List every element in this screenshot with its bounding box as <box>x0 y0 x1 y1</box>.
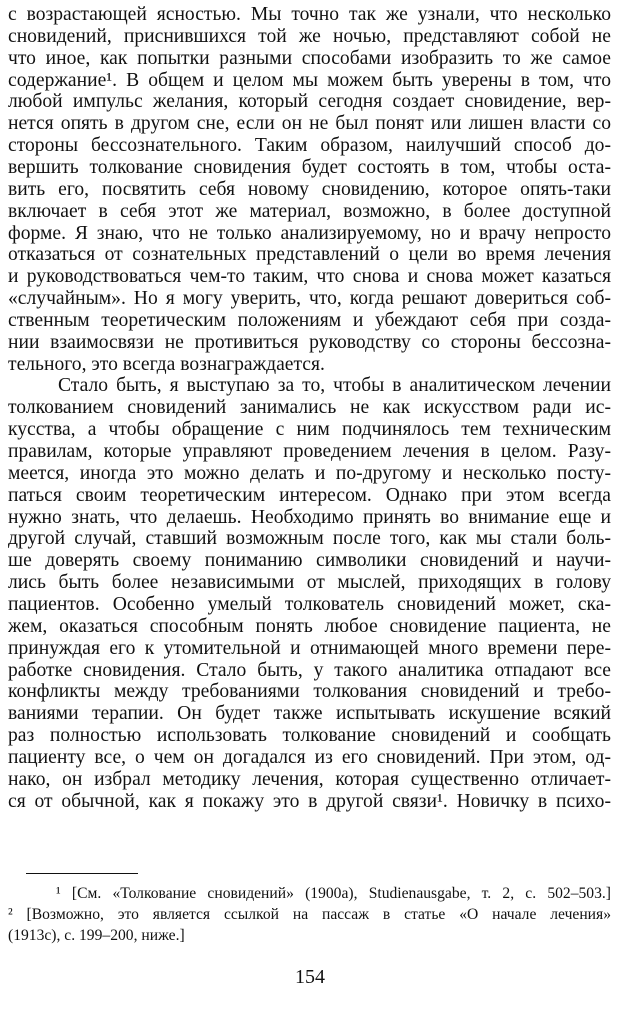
body-line: «случайным». Но я могу уверить, что, когда решают довериться соб- <box>8 288 611 310</box>
body-line: Стало быть, я выступаю за то, чтобы в аналитическом лечении <box>58 375 611 397</box>
body-line: включает в себя этот же материал, возможно, в более доступной <box>8 200 611 222</box>
body-line: нако, он избрал методику лечения, которая существенно отличает- <box>8 768 611 790</box>
body-line: кусства, а чтобы обращение с ним подчинялось тем техническим <box>8 419 611 441</box>
body-line: нужно знать, что делаешь. Необходимо принять во внимание еще и <box>8 506 611 528</box>
body-line: работке сновидения. Стало быть, у такого аналитика отпадают все <box>8 659 611 681</box>
body-line: пациенту все, о чем он догадался из его сновидений. При этом, од- <box>8 746 611 768</box>
body-line: другой случай, ставший возможным после того, как мы стали боль- <box>8 528 611 550</box>
body-line: правилам, которые управляют проведением лечения в целом. Разу- <box>8 441 611 462</box>
footnote: ² [Возможно, это является ссылкой на пассаж в статье «О начале лечения» <box>8 906 611 923</box>
footnote: (1913c), с. 199–200, ниже.] <box>8 927 185 944</box>
footnote: ¹ [См. «Толкование сновидений» (1900a), Studienausgabe, т. 2, с. 502–503.] <box>56 885 611 902</box>
body-line: вершить толкование сновидения будет состоять в том, чтобы оста- <box>8 156 611 178</box>
body-line: лись быть более независимыми от мыслей, приходящих в голову <box>8 572 611 594</box>
body-line: форме. Я знаю, что не только анализируемому, но и врачу непросто <box>8 222 611 244</box>
body-line: нии взаимосвязи не противиться руководству со стороны бессозна- <box>8 331 611 353</box>
footnote-separator <box>26 873 138 874</box>
body-line: ше доверять своему пониманию символики сновидений и научи- <box>8 550 611 572</box>
body-line: раз полностью использовать толкование сновидений и сообщать <box>8 725 611 747</box>
body-line: с возрастающей ясностью. Мы точно так же узнали, что несколько <box>8 4 611 25</box>
body-line: паться своим теоретическим интересом. Однако при этом всегда <box>8 484 611 506</box>
body-line: что иное, как попытки разными способами изобразить то же самое <box>8 47 611 69</box>
body-line: и руководствоваться чем-то таким, что снова и снова может казаться <box>8 266 611 288</box>
body-line: пациентов. Особенно умелый толкователь сновидений может, ска- <box>8 593 611 615</box>
body-line: толкованием сновидений занимались не как искусством ради ис- <box>8 397 611 419</box>
body-line: жем, оказаться способным понять любое сновидение пациента, не <box>8 615 611 637</box>
body-line: нется опять в другом сне, если он не был понят или лишен власти со <box>8 113 611 135</box>
body-line: ся от обычной, как я покажу это в другой связи¹. Новичку в психо- <box>8 790 611 812</box>
body-line: любой импульс желания, который сегодня создает сновидение, вер- <box>8 91 611 113</box>
body-line: тельного, это всегда вознаграждается. <box>8 353 325 375</box>
body-line: отказаться от сознательных представлений о цели во время лечения <box>8 244 611 266</box>
body-line: конфликты между требованиями толкования сновидений и требо- <box>8 681 611 703</box>
body-line: ственным теоретическим положениям и убеждают себя при созда- <box>8 309 611 331</box>
body-line: меется, иногда это можно делать и по-другому и несколько посту- <box>8 462 611 484</box>
page-number: 154 <box>295 966 325 988</box>
body-line: принуждая его к утомительной и отнимающей много времени пере- <box>8 637 611 659</box>
body-line: стороны бессознательного. Таким образом, наилучший способ до- <box>8 135 611 157</box>
body-line: содержание¹. В общем и целом мы можем быть уверены в том, что <box>8 69 611 91</box>
body-line: вить его, посвятить себя новому сновидению, которое опять-таки <box>8 178 611 200</box>
body-line: сновидений, приснившихся той же ночью, представляют собой не <box>8 25 611 47</box>
body-line: ваниями терапии. Он будет также испытывать искушение всякий <box>8 703 611 725</box>
